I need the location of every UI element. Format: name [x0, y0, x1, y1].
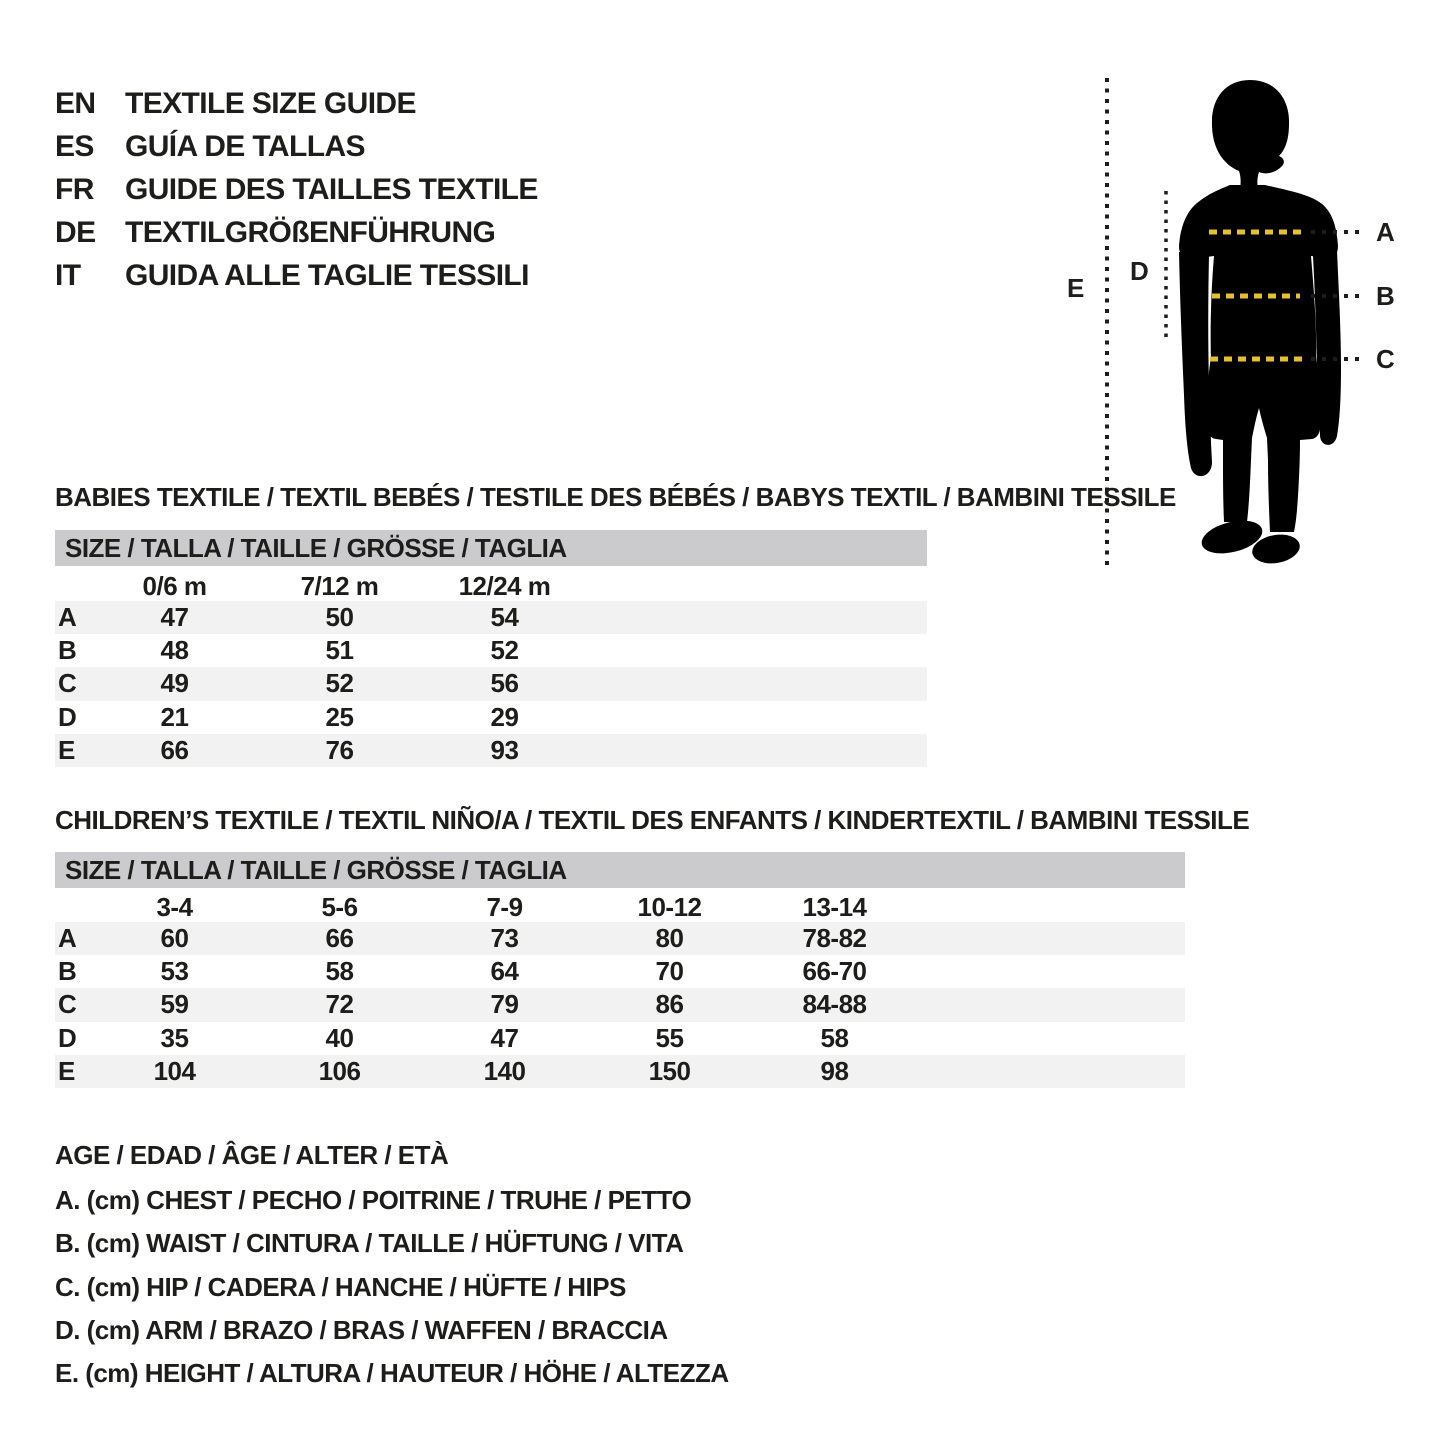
table-cell: 80	[655, 923, 684, 954]
table-cell: 140	[483, 1055, 526, 1086]
column-header: 12/24 m	[458, 570, 551, 601]
table-cell: 48	[160, 635, 189, 666]
table-cell: 35	[160, 1022, 189, 1053]
row-label: A	[58, 602, 77, 633]
figure-label-b: B	[1376, 281, 1395, 311]
babies-section-title: BABIES TEXTILE / TEXTIL BEBÉS / TESTILE DES BÉBÉS / BABYS TEXTIL / BAMBINI TESSILE	[55, 482, 1176, 512]
language-row	[55, 125, 755, 168]
table-cell: 53	[160, 956, 189, 987]
table-cell: 86	[655, 989, 684, 1020]
table-cell: 150	[648, 1055, 691, 1086]
legend-line-arm: D. (cm) ARM / BRAZO / BRAS / WAFFEN / BRACCIA	[55, 1315, 668, 1345]
table-cell: 52	[490, 635, 519, 666]
language-title: TEXTILGRÖßENFÜHRUNG	[125, 215, 496, 249]
table-cell: 25	[325, 701, 354, 732]
table-row	[55, 988, 1185, 1021]
figure-label-a: A	[1376, 217, 1395, 247]
table-cell: 60	[160, 923, 189, 954]
language-title: TEXTILE SIZE GUIDE	[125, 86, 416, 120]
language-row	[55, 168, 755, 211]
figure-label-d: D	[1130, 256, 1149, 286]
table-cell: 66	[160, 734, 189, 765]
table-cell: 66	[325, 923, 354, 954]
table-row	[55, 701, 927, 734]
table-cell: 21	[160, 701, 189, 732]
column-header: 0/6 m	[142, 570, 207, 601]
language-code: ES	[55, 129, 94, 163]
table-row	[55, 601, 927, 634]
table-row	[55, 1055, 1185, 1088]
language-title: GUIDA ALLE TAGLIE TESSILI	[125, 258, 529, 292]
table-cell: 51	[325, 635, 354, 666]
table-cell: 56	[490, 668, 519, 699]
row-label: E	[58, 1055, 75, 1086]
table-cell: 79	[490, 989, 519, 1020]
language-row	[55, 254, 755, 297]
row-label: C	[58, 668, 77, 699]
table-cell: 40	[325, 1022, 354, 1053]
table-cell: 73	[490, 923, 519, 954]
table-cell: 70	[655, 956, 684, 987]
language-row	[55, 82, 755, 125]
language-code: DE	[55, 215, 96, 249]
table-cell: 104	[153, 1055, 196, 1086]
children-size-header-text: SIZE / TALLA / TAILLE / GRÖSSE / TAGLIA	[65, 854, 567, 885]
table-row	[55, 667, 927, 700]
figure-label-e: E	[1067, 273, 1084, 303]
column-header: 5-6	[321, 891, 358, 922]
row-label: D	[58, 1022, 77, 1053]
language-code: FR	[55, 172, 94, 206]
legend-line-chest: A. (cm) CHEST / PECHO / POITRINE / TRUHE / PETTO	[55, 1185, 692, 1215]
table-cell: 66-70	[802, 956, 867, 987]
child-silhouette	[1179, 80, 1341, 567]
column-header: 13-14	[802, 891, 867, 922]
table-row	[55, 955, 1185, 988]
table-cell: 93	[490, 734, 519, 765]
table-cell: 78-82	[802, 923, 867, 954]
row-label: C	[58, 989, 77, 1020]
table-cell: 47	[160, 602, 189, 633]
column-header: 3-4	[156, 891, 193, 922]
row-label: A	[58, 923, 77, 954]
table-row	[55, 734, 927, 767]
babies-size-header-bar	[55, 530, 927, 566]
children-size-header-bar	[55, 852, 1185, 888]
table-row	[55, 634, 927, 667]
language-row	[55, 211, 755, 254]
table-cell: 55	[655, 1022, 684, 1053]
table-cell: 49	[160, 668, 189, 699]
column-header: 10-12	[637, 891, 702, 922]
children-table	[55, 892, 1185, 1088]
column-header: 7-9	[486, 891, 523, 922]
table-row	[55, 922, 1185, 955]
row-label: B	[58, 956, 77, 987]
table-cell: 72	[325, 989, 354, 1020]
legend-line-hip: C. (cm) HIP / CADERA / HANCHE / HÜFTE / HIPS	[55, 1272, 626, 1302]
table-cell: 84-88	[802, 989, 867, 1020]
table-cell: 106	[318, 1055, 361, 1086]
legend-line-age: AGE / EDAD / ÂGE / ALTER / ETÀ	[55, 1140, 449, 1170]
table-cell: 98	[820, 1055, 849, 1086]
legend-line-height: E. (cm) HEIGHT / ALTURA / HAUTEUR / HÖHE / ALTEZZA	[55, 1358, 729, 1388]
measurement-figure	[1060, 60, 1445, 600]
table-row	[55, 1022, 1185, 1055]
table-cell: 54	[490, 602, 519, 633]
language-title: GUIDE DES TAILLES TEXTILE	[125, 172, 538, 206]
figure-label-c: C	[1376, 344, 1395, 374]
language-code: IT	[55, 258, 81, 292]
table-cell: 64	[490, 956, 519, 987]
children-section-title: CHILDREN’S TEXTILE / TEXTIL NIÑO/A / TEXTIL DES ENFANTS / KINDERTEXTIL / BAMBINI TESSILE	[55, 805, 1250, 835]
language-title: GUÍA DE TALLAS	[125, 129, 365, 163]
table-cell: 76	[325, 734, 354, 765]
language-code: EN	[55, 86, 96, 120]
table-cell: 50	[325, 602, 354, 633]
legend-line-waist: B. (cm) WAIST / CINTURA / TAILLE / HÜFTUNG / VITA	[55, 1228, 684, 1258]
row-label: E	[58, 734, 75, 765]
table-cell: 29	[490, 701, 519, 732]
language-title-list	[55, 82, 755, 297]
babies-table	[55, 571, 927, 767]
row-label: B	[58, 635, 77, 666]
table-cell: 59	[160, 989, 189, 1020]
children-column-header-row	[55, 892, 1185, 922]
table-cell: 52	[325, 668, 354, 699]
column-header: 7/12 m	[300, 570, 379, 601]
table-cell: 58	[820, 1022, 849, 1053]
table-cell: 58	[325, 956, 354, 987]
babies-size-header-text: SIZE / TALLA / TAILLE / GRÖSSE / TAGLIA	[65, 532, 567, 563]
babies-column-header-row	[55, 571, 927, 601]
row-label: D	[58, 701, 77, 732]
table-cell: 47	[490, 1022, 519, 1053]
